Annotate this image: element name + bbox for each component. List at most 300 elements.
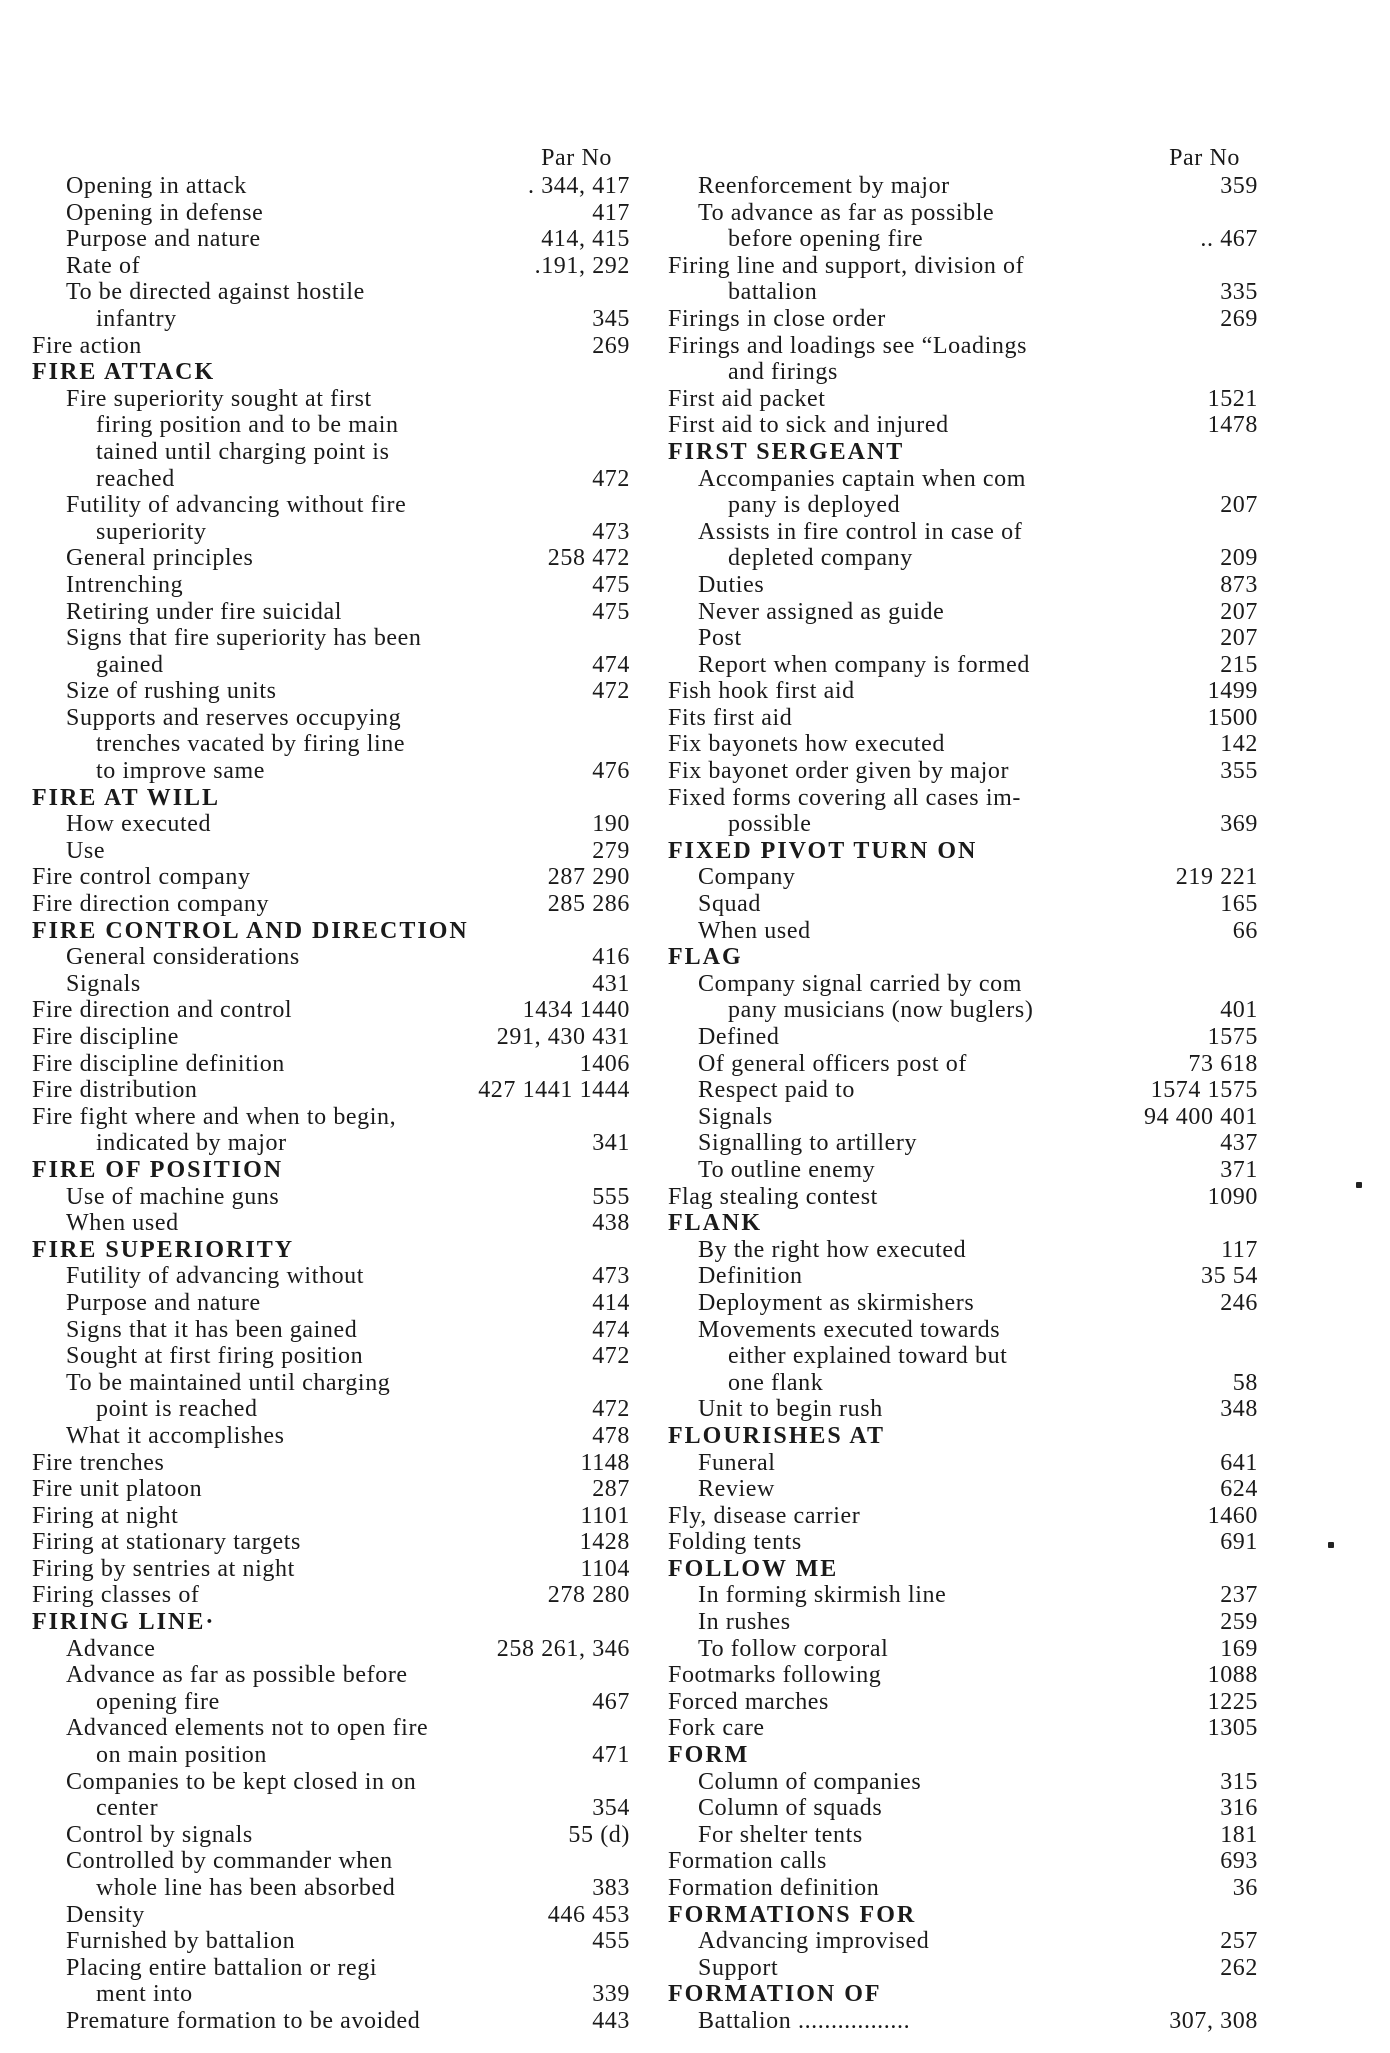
entry-text: Fire discipline definition xyxy=(32,1050,285,1077)
entry-text: To be directed against hostile xyxy=(66,279,365,306)
index-entry xyxy=(32,838,630,865)
index-entry xyxy=(32,1875,630,1902)
entry-paragraph-numbers: 66 xyxy=(1232,917,1258,944)
entry-text: Never assigned as guide xyxy=(698,598,945,625)
entry-text: Firings in close order xyxy=(668,305,886,332)
index-entry xyxy=(32,1317,630,1344)
entry-paragraph-numbers: 1305 xyxy=(1207,1715,1258,1742)
entry-text: Premature formation to be avoided xyxy=(66,2007,421,2034)
index-entry xyxy=(32,599,630,626)
entry-text: FOLLOW ME xyxy=(668,1555,839,1582)
entry-text: Firings and loadings see “Loadings xyxy=(668,332,1028,359)
index-entry xyxy=(32,200,630,227)
entry-paragraph-numbers: 472 xyxy=(592,1396,630,1423)
entry-text: before opening fire xyxy=(728,226,924,253)
index-entry xyxy=(668,997,1258,1024)
entry-text: Fire trenches xyxy=(32,1449,165,1476)
index-entry xyxy=(668,1104,1258,1131)
entry-text: whole line has been absorbed xyxy=(96,1875,396,1901)
entry-text: indicated by major xyxy=(96,1130,287,1157)
index-entry xyxy=(668,1609,1258,1636)
entry-paragraph-numbers: 94 400 401 xyxy=(1144,1103,1258,1130)
entry-text: Firing line and support, division of xyxy=(668,252,1025,279)
index-entry xyxy=(32,412,630,439)
entry-text: gained xyxy=(96,651,164,678)
entry-paragraph-numbers: 278 280 xyxy=(547,1582,630,1609)
index-entry xyxy=(668,1263,1258,1290)
index-entry xyxy=(668,386,1258,413)
entry-text: Furnished by battalion xyxy=(66,1928,296,1955)
entry-text: Fire direction company xyxy=(32,891,270,918)
entry-text: center xyxy=(96,1795,159,1822)
entry-paragraph-numbers: 246 xyxy=(1220,1289,1258,1316)
entry-text: Fits first aid xyxy=(668,704,793,731)
entry-text: Advancing improvised xyxy=(698,1928,930,1955)
entry-paragraph-numbers: 355 xyxy=(1220,758,1258,785)
index-entry xyxy=(32,1077,630,1104)
entry-text: Supports and reserves occupying xyxy=(66,704,402,731)
right-entries xyxy=(668,173,1258,2035)
entry-paragraph-numbers: 207 xyxy=(1220,625,1258,652)
index-entry xyxy=(32,173,630,200)
entry-text: In forming skirmish line xyxy=(698,1582,947,1609)
entry-paragraph-numbers: 36 xyxy=(1232,1875,1258,1901)
index-entry xyxy=(668,1290,1258,1317)
entry-paragraph-numbers: 291, 430 431 xyxy=(496,1024,630,1050)
index-entry xyxy=(32,1822,630,1849)
entry-text: Accompanies captain when com xyxy=(698,465,1027,492)
entry-text: Rate of xyxy=(66,252,141,279)
entry-paragraph-numbers: 73 618 xyxy=(1188,1050,1258,1077)
entry-paragraph-numbers: 209 xyxy=(1220,545,1258,572)
entry-paragraph-numbers: 416 xyxy=(592,944,630,971)
index-entry xyxy=(668,1396,1258,1423)
entry-paragraph-numbers: 693 xyxy=(1220,1848,1258,1875)
entry-paragraph-numbers: 555 xyxy=(592,1183,630,1210)
entry-text: Opening in defense xyxy=(66,199,264,226)
index-entry xyxy=(32,1689,630,1716)
entry-paragraph-numbers: 1406 xyxy=(579,1050,630,1077)
index-entry xyxy=(32,1955,630,1982)
entry-text: Company signal carried by com xyxy=(698,970,1022,997)
index-entry xyxy=(668,785,1258,812)
entry-text: General considerations xyxy=(66,944,300,971)
entry-text: opening fire xyxy=(96,1688,220,1715)
entry-text: FIRST SERGEANT xyxy=(668,438,905,465)
entry-paragraph-numbers: 473 xyxy=(592,518,630,545)
entry-paragraph-numbers: 1104 xyxy=(580,1555,630,1582)
entry-paragraph-numbers: 475 xyxy=(592,598,630,625)
index-entry xyxy=(668,1157,1258,1184)
index-entry xyxy=(32,492,630,519)
index-entry xyxy=(32,226,630,253)
entry-text: Definition xyxy=(698,1263,803,1290)
entry-paragraph-numbers: 279 xyxy=(592,837,630,864)
index-entry xyxy=(668,891,1258,918)
entry-paragraph-numbers: 359 xyxy=(1220,173,1258,199)
index-entry xyxy=(32,1210,630,1237)
index-entry xyxy=(668,519,1258,546)
entry-paragraph-numbers: 1575 xyxy=(1207,1024,1258,1050)
entry-paragraph-numbers: 1090 xyxy=(1207,1183,1258,1210)
entry-text: Futility of advancing without fire xyxy=(66,492,407,519)
entry-paragraph-numbers: 348 xyxy=(1220,1396,1258,1423)
index-entry xyxy=(668,705,1258,732)
index-entry xyxy=(32,1503,630,1530)
entry-paragraph-numbers: 354 xyxy=(592,1795,630,1822)
index-entry xyxy=(668,652,1258,679)
index-heading xyxy=(32,1237,630,1264)
entry-paragraph-numbers: 335 xyxy=(1220,279,1258,306)
index-entry xyxy=(668,1503,1258,1530)
entry-paragraph-numbers: 473 xyxy=(592,1263,630,1290)
entry-paragraph-numbers: 472 xyxy=(592,678,630,705)
entry-text: tained until charging point is xyxy=(96,438,390,465)
index-entry xyxy=(668,1237,1258,1264)
entry-paragraph-numbers: 443 xyxy=(592,2007,630,2034)
index-entry xyxy=(668,333,1258,360)
entry-text: infantry xyxy=(96,305,177,332)
entry-text: reached xyxy=(96,465,175,492)
entry-text: When used xyxy=(698,917,811,944)
margin-dot xyxy=(1328,1542,1334,1548)
entry-text: First aid packet xyxy=(668,385,826,412)
index-entry xyxy=(32,652,630,679)
index-heading xyxy=(668,1981,1258,2008)
index-entry xyxy=(32,997,630,1024)
entry-text: Advance as far as possible before xyxy=(66,1662,408,1689)
index-entry xyxy=(668,1795,1258,1822)
entry-text: FLANK xyxy=(668,1210,762,1237)
entry-paragraph-numbers: 1225 xyxy=(1207,1688,1258,1715)
entry-text: Firing by sentries at night xyxy=(32,1555,295,1582)
entry-text: firing position and to be main xyxy=(96,412,399,439)
entry-paragraph-numbers: 476 xyxy=(592,758,630,785)
index-heading xyxy=(32,1157,630,1184)
entry-paragraph-numbers: 472 xyxy=(592,1343,630,1370)
entry-paragraph-numbers: 437 xyxy=(1220,1130,1258,1157)
entry-text: Firing classes of xyxy=(32,1582,200,1609)
entry-paragraph-numbers: 1500 xyxy=(1207,704,1258,731)
entry-paragraph-numbers: 624 xyxy=(1220,1476,1258,1503)
entry-paragraph-numbers: 472 xyxy=(592,465,630,492)
entry-paragraph-numbers: 417 xyxy=(592,199,630,226)
index-entry xyxy=(32,279,630,306)
entry-paragraph-numbers: 190 xyxy=(592,811,630,838)
entry-paragraph-numbers: 427 1441 1444 xyxy=(478,1077,630,1104)
entry-text: What it accomplishes xyxy=(66,1422,285,1449)
entry-text: Formation definition xyxy=(668,1875,880,1901)
entry-text: Purpose and nature xyxy=(66,1289,261,1316)
index-entry xyxy=(32,811,630,838)
index-entry xyxy=(668,545,1258,572)
margin-dot xyxy=(1356,1182,1362,1188)
entry-paragraph-numbers: 316 xyxy=(1220,1795,1258,1822)
entry-paragraph-numbers: 1574 1575 xyxy=(1150,1077,1258,1104)
index-entry xyxy=(32,864,630,891)
entry-paragraph-numbers: 1428 xyxy=(579,1529,630,1556)
entry-text: pany is deployed xyxy=(728,492,901,519)
left-column-header: Par No xyxy=(541,145,612,171)
entry-text: Signs that it has been gained xyxy=(66,1316,358,1343)
index-entry xyxy=(668,200,1258,227)
entry-paragraph-numbers: 35 54 xyxy=(1201,1263,1258,1290)
entry-paragraph-numbers: 474 xyxy=(592,651,630,678)
index-entry xyxy=(32,1662,630,1689)
entry-text: Use xyxy=(66,837,106,864)
index-entry xyxy=(32,758,630,785)
index-entry xyxy=(668,1955,1258,1982)
index-entry xyxy=(668,1529,1258,1556)
entry-text: FIRE AT WILL xyxy=(32,784,221,811)
entry-text: Size of rushing units xyxy=(66,678,277,705)
index-entry xyxy=(668,1582,1258,1609)
entry-text: Advanced elements not to open fire xyxy=(66,1715,429,1742)
entry-text: Folding tents xyxy=(668,1529,802,1556)
index-entry xyxy=(32,1184,630,1211)
entry-text: Fish hook first aid xyxy=(668,678,855,705)
index-entry xyxy=(668,359,1258,386)
index-entry xyxy=(668,864,1258,891)
index-entry xyxy=(668,1662,1258,1689)
entry-paragraph-numbers: 431 xyxy=(592,970,630,997)
entry-text: Assists in fire control in case of xyxy=(698,518,1023,545)
index-entry xyxy=(668,173,1258,200)
index-entry xyxy=(32,971,630,998)
entry-text: point is reached xyxy=(96,1396,258,1423)
entry-paragraph-numbers: 339 xyxy=(592,1981,630,2008)
entry-paragraph-numbers: 438 xyxy=(592,1210,630,1237)
entry-paragraph-numbers: 1521 xyxy=(1207,385,1258,412)
index-entry xyxy=(32,1981,630,2008)
index-entry xyxy=(668,1476,1258,1503)
entry-text: Signalling to artillery xyxy=(698,1130,918,1157)
entry-text: When used xyxy=(66,1210,179,1237)
entry-paragraph-numbers: 1148 xyxy=(580,1449,630,1476)
entry-text: Fixed forms covering all cases im- xyxy=(668,784,1021,811)
entry-text: Report when company is formed xyxy=(698,651,1030,678)
entry-text: Signals xyxy=(698,1103,773,1130)
entry-paragraph-numbers: 455 xyxy=(592,1928,630,1955)
index-entry xyxy=(668,1822,1258,1849)
index-entry xyxy=(668,971,1258,998)
entry-paragraph-numbers: 258 261, 346 xyxy=(496,1635,630,1662)
entry-text: Fix bayonets how executed xyxy=(668,731,945,758)
entry-paragraph-numbers: 219 221 xyxy=(1175,864,1258,891)
entry-text: To be maintained until charging xyxy=(66,1369,391,1396)
right-column-header: Par No xyxy=(1169,145,1240,171)
entry-text: FORMATIONS FOR xyxy=(668,1901,917,1928)
entry-text: FORM xyxy=(668,1742,750,1769)
index-entry xyxy=(32,253,630,280)
entry-text: Column of companies xyxy=(698,1768,922,1795)
entry-paragraph-numbers: 1499 xyxy=(1207,678,1258,705)
index-heading xyxy=(32,918,630,945)
index-entry xyxy=(32,439,630,466)
index-entry xyxy=(668,279,1258,306)
index-entry xyxy=(32,1582,630,1609)
index-entry xyxy=(668,253,1258,280)
entry-text: Respect paid to xyxy=(698,1077,855,1104)
entry-text: Review xyxy=(698,1476,775,1503)
index-entry xyxy=(668,811,1258,838)
entry-paragraph-numbers: 257 xyxy=(1220,1928,1258,1955)
entry-text: Column of squads xyxy=(698,1795,883,1822)
index-entry xyxy=(668,1051,1258,1078)
entry-paragraph-numbers: 1478 xyxy=(1207,412,1258,439)
entry-text: pany musicians (now buglers) xyxy=(728,997,1034,1024)
index-entry xyxy=(32,1450,630,1477)
entry-paragraph-numbers: 269 xyxy=(1220,305,1258,332)
index-entry xyxy=(32,1769,630,1796)
entry-text: Fire distribution xyxy=(32,1077,198,1104)
index-entry xyxy=(32,1476,630,1503)
entry-text: Funeral xyxy=(698,1449,776,1476)
index-entry xyxy=(32,1370,630,1397)
index-entry xyxy=(668,2008,1258,2035)
entry-text: trenches vacated by firing line xyxy=(96,731,406,758)
entry-text: Footmarks following xyxy=(668,1662,882,1689)
index-entry xyxy=(32,386,630,413)
index-entry xyxy=(668,1024,1258,1051)
index-entry xyxy=(32,466,630,493)
entry-paragraph-numbers: . 344, 417 xyxy=(528,173,630,199)
entry-paragraph-numbers: 181 xyxy=(1220,1821,1258,1848)
entry-text: FIRE SUPERIORITY xyxy=(32,1236,295,1263)
entry-paragraph-numbers: 341 xyxy=(592,1130,630,1157)
index-entry xyxy=(32,1024,630,1051)
entry-paragraph-numbers: 58 xyxy=(1232,1369,1258,1396)
entry-paragraph-numbers: 287 290 xyxy=(547,864,630,891)
entry-text: Battalion ................. xyxy=(698,2007,911,2034)
entry-text: ment into xyxy=(96,1981,193,2008)
entry-paragraph-numbers: 207 xyxy=(1220,598,1258,625)
entry-text: either explained toward but xyxy=(728,1343,1008,1370)
index-entry xyxy=(668,678,1258,705)
entry-paragraph-numbers: 165 xyxy=(1220,891,1258,918)
index-entry xyxy=(32,1423,630,1450)
entry-text: By the right how executed xyxy=(698,1236,967,1263)
index-entry xyxy=(32,1902,630,1929)
entry-paragraph-numbers: 691 xyxy=(1220,1529,1258,1556)
index-entry xyxy=(668,412,1258,439)
index-entry xyxy=(32,1263,630,1290)
index-entry xyxy=(668,1343,1258,1370)
index-heading xyxy=(32,1609,630,1636)
entry-text: superiority xyxy=(96,518,207,545)
entry-text: Controlled by commander when xyxy=(66,1848,393,1875)
entry-text: Placing entire battalion or regi xyxy=(66,1954,378,1981)
index-entry xyxy=(668,918,1258,945)
right-index-column xyxy=(668,145,1258,2035)
entry-text: Firing at stationary targets xyxy=(32,1529,301,1556)
entry-paragraph-numbers: .191, 292 xyxy=(534,252,630,279)
index-entry xyxy=(668,1317,1258,1344)
entry-text: Squad xyxy=(698,891,761,918)
entry-text: In rushes xyxy=(698,1609,791,1636)
index-heading xyxy=(668,1423,1258,1450)
entry-text: one flank xyxy=(728,1369,824,1396)
entry-paragraph-numbers: 1101 xyxy=(580,1502,630,1529)
index-entry xyxy=(32,1636,630,1663)
index-entry xyxy=(32,731,630,758)
entry-text: Firing at night xyxy=(32,1502,179,1529)
entry-text: Fire fight where and when to begin, xyxy=(32,1103,397,1130)
index-entry xyxy=(32,572,630,599)
index-entry xyxy=(32,1715,630,1742)
entry-text: to improve same xyxy=(96,758,265,785)
entry-paragraph-numbers: 258 472 xyxy=(547,545,630,572)
index-entry xyxy=(32,1928,630,1955)
entry-paragraph-numbers: 55 (d) xyxy=(568,1821,630,1848)
index-entry xyxy=(668,1370,1258,1397)
index-entry xyxy=(32,944,630,971)
index-entry xyxy=(32,1130,630,1157)
index-entry xyxy=(32,678,630,705)
index-entry xyxy=(668,1848,1258,1875)
left-index-column xyxy=(32,145,630,2035)
index-entry xyxy=(668,1184,1258,1211)
index-entry xyxy=(32,1848,630,1875)
entry-text: battalion xyxy=(728,279,818,306)
index-entry xyxy=(668,226,1258,253)
index-heading xyxy=(668,944,1258,971)
entry-text: Formation calls xyxy=(668,1848,827,1875)
entry-text: FLAG xyxy=(668,944,743,971)
index-entry xyxy=(668,1450,1258,1477)
entry-text: Signals xyxy=(66,970,141,997)
index-entry xyxy=(32,1795,630,1822)
entry-text: Futility of advancing without xyxy=(66,1263,365,1290)
index-entry xyxy=(32,545,630,572)
index-entry xyxy=(32,2008,630,2035)
entry-text: Fire action xyxy=(32,332,142,359)
index-entry xyxy=(668,1636,1258,1663)
entry-paragraph-numbers: 383 xyxy=(592,1875,630,1901)
entry-text: FIRE OF POSITION xyxy=(32,1156,284,1183)
index-entry xyxy=(668,306,1258,333)
entry-text: Forced marches xyxy=(668,1688,830,1715)
entry-text: How executed xyxy=(66,811,212,838)
entry-paragraph-numbers: 1434 1440 xyxy=(522,997,630,1024)
entry-paragraph-numbers: 414 xyxy=(592,1289,630,1316)
index-heading xyxy=(668,1742,1258,1769)
entry-paragraph-numbers: 467 xyxy=(592,1688,630,1715)
entry-paragraph-numbers: 1088 xyxy=(1207,1662,1258,1689)
entry-text: Deployment as skirmishers xyxy=(698,1289,975,1316)
index-entry xyxy=(32,519,630,546)
entry-paragraph-numbers: 287 xyxy=(592,1476,630,1503)
entry-text: Signs that fire superiority has been xyxy=(66,625,422,652)
entry-paragraph-numbers: 142 xyxy=(1220,731,1258,758)
entry-text: Companies to be kept closed in on xyxy=(66,1768,417,1795)
entry-paragraph-numbers: 873 xyxy=(1220,571,1258,598)
entry-text: Advance xyxy=(66,1635,156,1662)
index-entry xyxy=(32,1290,630,1317)
entry-paragraph-numbers: 475 xyxy=(592,571,630,598)
entry-text: Opening in attack xyxy=(66,173,247,199)
entry-paragraph-numbers: 307, 308 xyxy=(1169,2007,1258,2034)
entry-text: Density xyxy=(66,1901,145,1928)
index-entry xyxy=(32,1529,630,1556)
entry-text: Movements executed towards xyxy=(698,1316,1001,1343)
entry-text: To outline enemy xyxy=(698,1156,876,1183)
entry-paragraph-numbers: 474 xyxy=(592,1316,630,1343)
entry-paragraph-numbers: 262 xyxy=(1220,1954,1258,1981)
index-entry xyxy=(668,1130,1258,1157)
index-heading xyxy=(668,838,1258,865)
entry-text: Duties xyxy=(698,571,765,598)
